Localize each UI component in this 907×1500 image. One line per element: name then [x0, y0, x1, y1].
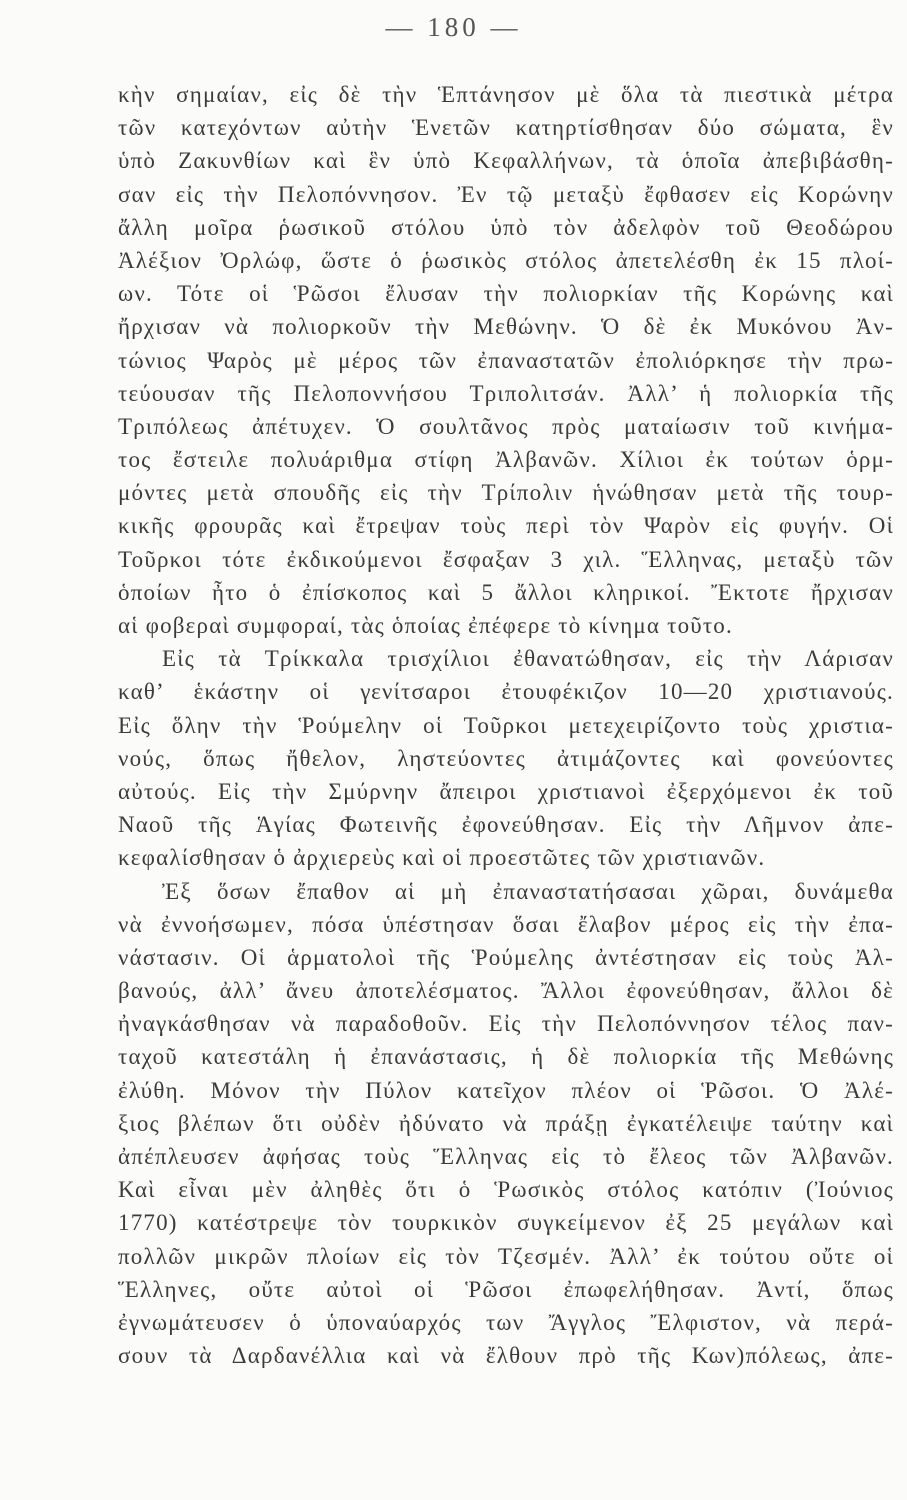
text-line: σουν τὰ Δαρδανέλλια καὶ νὰ ἔλθουν πρὸ τῆς Κων)πόλεως, ἀπε-	[118, 1343, 894, 1369]
body-text	[118, 78, 894, 1372]
text-line: Τοῦρκοι τότε ἐκδικούμενοι ἔσφαξαν 3 χιλ. Ἕλληνας, μεταξὺ τῶν	[118, 546, 894, 572]
text-line: ἐλύθη. Μόνον τὴν Πύλον κατεῖχον πλέον οἱ Ῥῶσοι. Ὁ Ἀλέ-	[118, 1077, 894, 1103]
text-line: νάστασιν. Οἱ ἁρματολοὶ τῆς Ῥούμελης ἀντέστησαν εἰς τοὺς Ἀλ-	[118, 944, 894, 970]
text-line: ἠναγκάσθησαν νὰ παραδοθοῦν. Εἰς τὴν Πελοπόννησον τέλος παν-	[118, 1011, 894, 1037]
text-line: ταχοῦ κατεστάλη ἡ ἐπανάστασις, ἡ δὲ πολιορκία τῆς Μεθώνης	[118, 1044, 894, 1070]
text-line: Ναοῦ τῆς Ἁγίας Φωτεινῆς ἐφονεύθησαν. Εἰς τὴν Λῆμνον ἀπε-	[118, 812, 894, 838]
text-line: τεύουσαν τῆς Πελοποννήσου Τριπολιτσάν. Ἀλλ’ ἡ πολιορκία τῆς	[118, 380, 894, 406]
text-line: κὴν σημαίαν, εἰς δὲ τὴν Ἑπτάνησον μὲ ὅλα τὰ πιεστικὰ μέτρα	[118, 82, 894, 107]
text-line: Ἀλέξιον Ὀρλώφ, ὥστε ὁ ῥωσικὸς στόλος ἀπετελέσθη ἐκ 15 πλοί-	[118, 247, 894, 273]
text-line: καθ’ ἑκάστην οἱ γενίτσαροι ἐτουφέκιζον 10—20 χριστιανούς.	[118, 679, 894, 705]
text-line: ἀπέπλευσεν ἀφήσας τοὺς Ἕλληνας εἰς τὸ ἔλεος τῶν Ἀλβανῶν.	[118, 1144, 894, 1169]
text-line: ξιος βλέπων ὅτι οὐδὲν ἠδύνατο νὰ πράξῃ ἐγκατέλειψε ταύτην καὶ	[118, 1110, 894, 1136]
text-line: Τριπόλεως ἀπέτυχεν. Ὁ σουλτᾶνος πρὸς ματαίωσιν τοῦ κινήμα-	[118, 413, 894, 439]
text-line: ἄλλη μοῖρα ῥωσικοῦ στόλου ὑπὸ τὸν ἀδελφὸν τοῦ Θεοδώρου	[118, 214, 894, 240]
text-line: τος ἔστειλε πολυάριθμα στίφη Ἀλβανῶν. Χίλιοι ἐκ τούτων ὁρμ-	[118, 447, 894, 473]
text-line: νὰ ἐννοήσωμεν, πόσα ὑπέστησαν ὅσαι ἔλαβον μέρος εἰς τὴν ἐπα-	[118, 911, 894, 937]
text-line: ων. Τότε οἱ Ῥῶσοι ἔλυσαν τὴν πολιορκίαν τῆς Κορώνης καὶ	[118, 281, 894, 307]
text-line: ἐγνωμάτευσεν ὁ ὑποναύαρχός των Ἄγγλος Ἔλφιστον, νὰ περά-	[118, 1309, 894, 1335]
text-line: Εἰς ὅλην τὴν Ῥούμελην οἱ Τοῦρκοι μετεχειρίζοντο τοὺς χριστια-	[118, 712, 894, 738]
text-line: αἱ φοβεραὶ συμφοραί, τὰς ὁποίας ἐπέφερε τὸ κίνημα τοῦτο.	[118, 613, 733, 638]
text-line: μόντες μετὰ σπουδῆς εἰς τὴν Τρίπολιν ἡνώθησαν μετὰ τῆς τουρ-	[118, 480, 894, 506]
text-line: νούς, ὅπως ἤθελον, ληστεύοντες ἀτιμάζοντες καὶ φονεύοντες	[118, 745, 894, 771]
text-line: αὐτούς. Εἰς τὴν Σμύρνην ἄπειροι χριστιανοὶ ἐξερχόμενοι ἐκ τοῦ	[118, 778, 894, 804]
text-line: τώνιος Ψαρὸς μὲ μέρος τῶν ἐπαναστατῶν ἐπολιόρκησε τὴν πρω-	[118, 347, 894, 373]
text-line: Ἕλληνες, οὔτε αὐτοὶ οἱ Ῥῶσοι ἐπωφελήθησαν. Ἀντί, ὅπως	[118, 1276, 894, 1302]
text-line: βανούς, ἀλλ’ ἄνευ ἀποτελέσματος. Ἄλλοι ἐφονεύθησαν, ἄλλοι δὲ	[118, 978, 894, 1004]
text-line: 1770) κατέστρεψε τὸν τουρκικὸν συγκείμενον ἐξ 25 μεγάλων καὶ	[118, 1210, 894, 1236]
text-line: σαν εἰς τὴν Πελοπόννησον. Ἐν τῷ μεταξὺ ἔφθασεν εἰς Κορώνην	[118, 181, 894, 207]
text-line: κεφαλίσθησαν ὁ ἀρχιερεὺς καὶ οἱ προεστῶτες τῶν χριστιανῶν.	[118, 845, 766, 871]
text-line: Καὶ εἶναι μὲν ἀληθὲς ὅτι ὁ Ῥωσικὸς στόλος κατόπιν (Ἰούνιος	[118, 1177, 894, 1203]
text-line: ἤρχισαν νὰ πολιορκοῦν τὴν Μεθώνην. Ὁ δὲ ἐκ Μυκόνου Ἀν-	[118, 314, 894, 340]
text-line: ὑπὸ Ζακυνθίων καὶ ἓν ὑπὸ Κεφαλλήνων, τὰ ὁποῖα ἀπεβιβάσθη-	[118, 148, 894, 174]
text-line: κικῆς φρουρᾶς καὶ ἔτρεψαν τοὺς περὶ τὸν Ψαρὸν εἰς φυγήν. Οἱ	[118, 513, 894, 539]
text-line: τῶν κατεχόντων αὐτὴν Ἑνετῶν κατηρτίσθησαν δύο σώματα, ἓν	[118, 115, 894, 141]
text-line: Εἰς τὰ Τρίκκαλα τρισχίλιοι ἐθανατώθησαν, εἰς τὴν Λάρισαν	[162, 646, 894, 672]
text-line: πολλῶν μικρῶν πλοίων εἰς τὸν Τζεσμέν. Ἀλλ’ ἐκ τούτου οὔτε οἱ	[118, 1243, 894, 1269]
text-line: ὁποίων ἦτο ὁ ἐπίσκοπος καὶ 5 ἄλλοι κληρικοί. Ἔκτοτε ἤρχισαν	[118, 579, 894, 605]
page-number: — 180 —	[385, 12, 522, 42]
text-line: Ἐξ ὅσων ἔπαθον αἱ μὴ ἐπαναστατήσασαι χῶραι, δυνάμεθα	[162, 878, 894, 904]
